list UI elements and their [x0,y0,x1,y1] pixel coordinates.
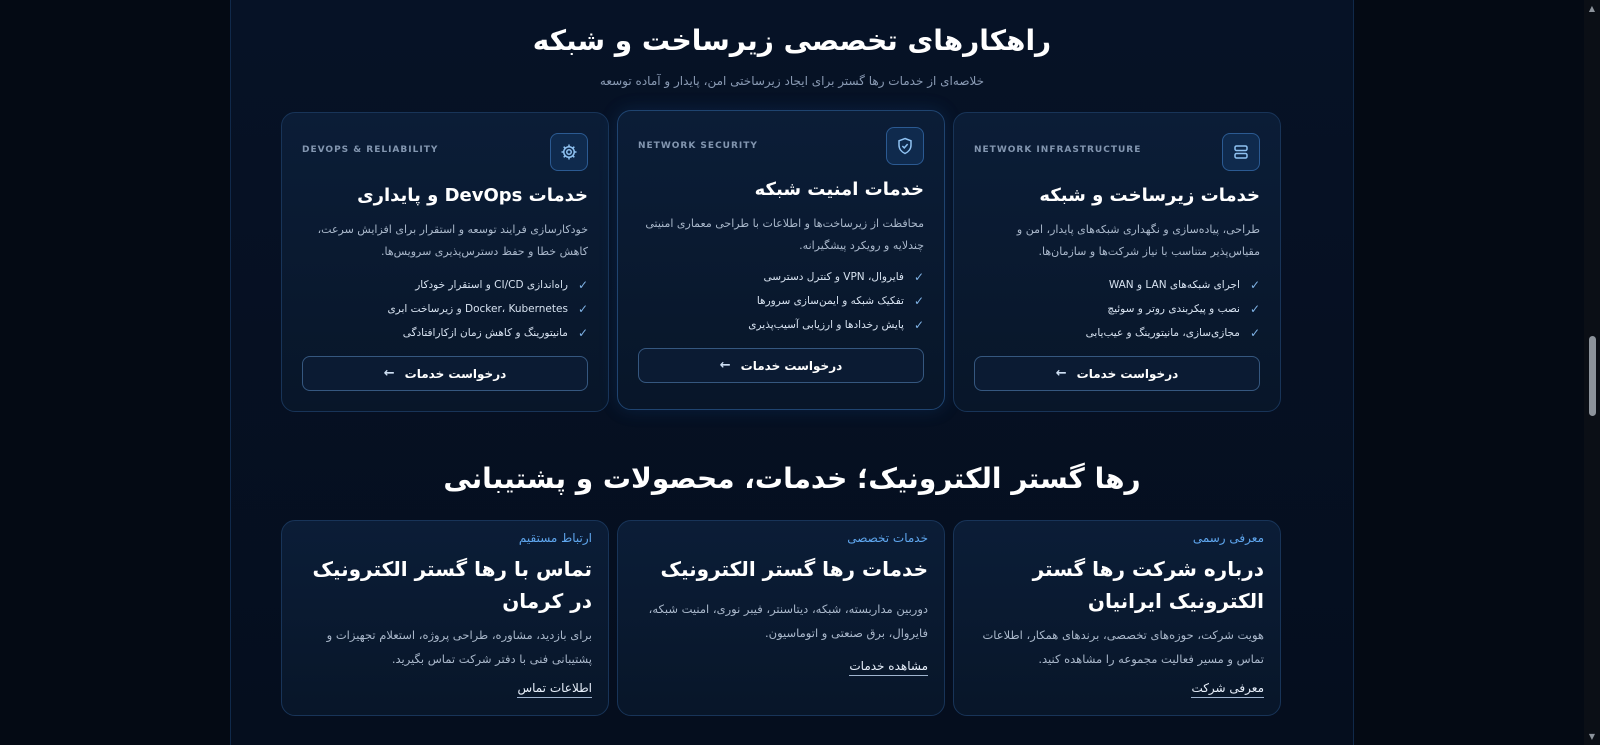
info-description: برای بازدید، مشاوره، طراحی پروژه، استعلام تجهیزات و پشتیبانی فنی با دفتر شرکت تماس بگیرید. [326,628,592,666]
service-tag: NETWORK INFRASTRUCTURE [974,145,1142,155]
service-card-security [617,110,945,410]
company-intro-link[interactable]: معرفی شرکت [1191,681,1264,698]
feature-item: ✓ مجازی‌سازی، مانیتورینگ و عیب‌یابی [974,321,1260,345]
main-content [230,0,1354,745]
info-title: تماس با رها گستر الکترونیک در کرمان [312,557,592,613]
service-features [302,273,588,345]
service-tag: NETWORK SECURITY [638,141,758,151]
check-icon: ✓ [1249,278,1260,292]
check-icon: ✓ [913,294,924,308]
check-icon: ✓ [1249,302,1260,316]
request-service-button[interactable] [302,356,588,391]
gear-icon [550,133,588,171]
arrow-left-icon: ← [719,358,731,373]
info-card-about [953,520,1281,716]
scrollbar[interactable] [1584,0,1600,745]
info-kicker: خدمات تخصصی [847,531,928,545]
info-card-services [617,520,945,716]
info-kicker: معرفی رسمی [1192,531,1264,545]
info-kicker: ارتباط مستقیم [518,531,592,545]
scrollbar-thumb[interactable] [1589,336,1596,416]
server-icon [1222,133,1260,171]
service-title: خدمات امنیت شبکه [754,179,924,200]
service-card-infrastructure [953,112,1281,412]
service-tag: DEVOPS & RELIABILITY [302,145,439,155]
check-icon: ✓ [913,270,924,284]
service-features [974,273,1260,345]
arrow-left-icon: ← [1055,366,1067,381]
check-icon: ✓ [913,318,924,332]
scroll-down-icon[interactable]: ▼ [1588,732,1596,741]
view-services-link[interactable]: مشاهده خدمات [849,659,928,676]
feature-item: ✓ Docker، Kubernetes و زیرساخت ابری [302,297,588,321]
request-service-button[interactable] [638,348,924,383]
shield-icon [886,127,924,165]
service-description: محافظت از زیرساخت‌ها و اطلاعات با طراحی معماری امنیتی چندلایه و رویکرد پیشگیرانه. [645,217,924,252]
info-description: دوربین مداربسته، شبکه، دیتاسنتر، فیبر نوری، امنیت شبکه، فایروال، برق صنعتی و اتوماسیون. [648,602,928,640]
info-card-contact [281,520,609,716]
contact-info-link[interactable]: اطلاعات تماس [517,681,592,698]
feature-item: ✓ فایروال، VPN و کنترل دسترسی [638,265,924,289]
button-label: درخواست خدمات [404,366,507,381]
service-description: طراحی، پیاده‌سازی و نگهداری شبکه‌های پایدار، امن و مقیاس‌پذیر متناسب با نیاز شرکت‌ها و سازمان‌ها. [1016,223,1260,258]
service-title: خدمات DevOps و پایداری [357,185,588,206]
service-features [638,265,924,337]
info-title: درباره شرکت رها گستر الکترونیک ایرانیان [1032,557,1264,613]
service-title: خدمات زیرساخت و شبکه [1039,185,1260,206]
feature-item: ✓ تفکیک شبکه و ایمن‌سازی سرورها [638,289,924,313]
button-label: درخواست خدمات [1076,366,1179,381]
service-description: خودکارسازی فرایند توسعه و استقرار برای افزایش سرعت، کاهش خطا و حفظ دسترس‌پذیری سرویس‌ها. [317,223,588,258]
scroll-up-icon[interactable]: ▲ [1588,4,1596,13]
check-icon: ✓ [577,278,588,292]
info-title: خدمات رها گستر الکترونیک [660,557,928,581]
feature-item: ✓ نصب و پیکربندی روتر و سوئیچ [974,297,1260,321]
request-service-button[interactable] [974,356,1260,391]
service-card-devops [281,112,609,412]
feature-item: ✓ پایش رخدادها و ارزیابی آسیب‌پذیری [638,313,924,337]
section-title-company: رها گستر الکترونیک؛ خدمات، محصولات و پشتیبانی [443,462,1141,495]
check-icon: ✓ [577,326,588,340]
check-icon: ✓ [1249,326,1260,340]
feature-item: ✓ اجرای شبکه‌های LAN و WAN [974,273,1260,297]
section-title-solutions: راهکارهای تخصصی زیرساخت و شبکه [532,24,1052,57]
info-description: هویت شرکت، حوزه‌های تخصصی، برندهای همکار، اطلاعات تماس و مسیر فعالیت مجموعه را مشاهده کنید. [982,628,1264,666]
arrow-left-icon: ← [383,366,395,381]
check-icon: ✓ [577,302,588,316]
section-subtitle: خلاصه‌ای از خدمات رها گستر برای ایجاد زیرساختی امن، پایدار و آماده توسعه [599,74,985,88]
feature-item: ✓ مانیتورینگ و کاهش زمان ازکارافتادگی [302,321,588,345]
feature-item: ✓ راه‌اندازی CI/CD و استقرار خودکار [302,273,588,297]
button-label: درخواست خدمات [740,358,843,373]
